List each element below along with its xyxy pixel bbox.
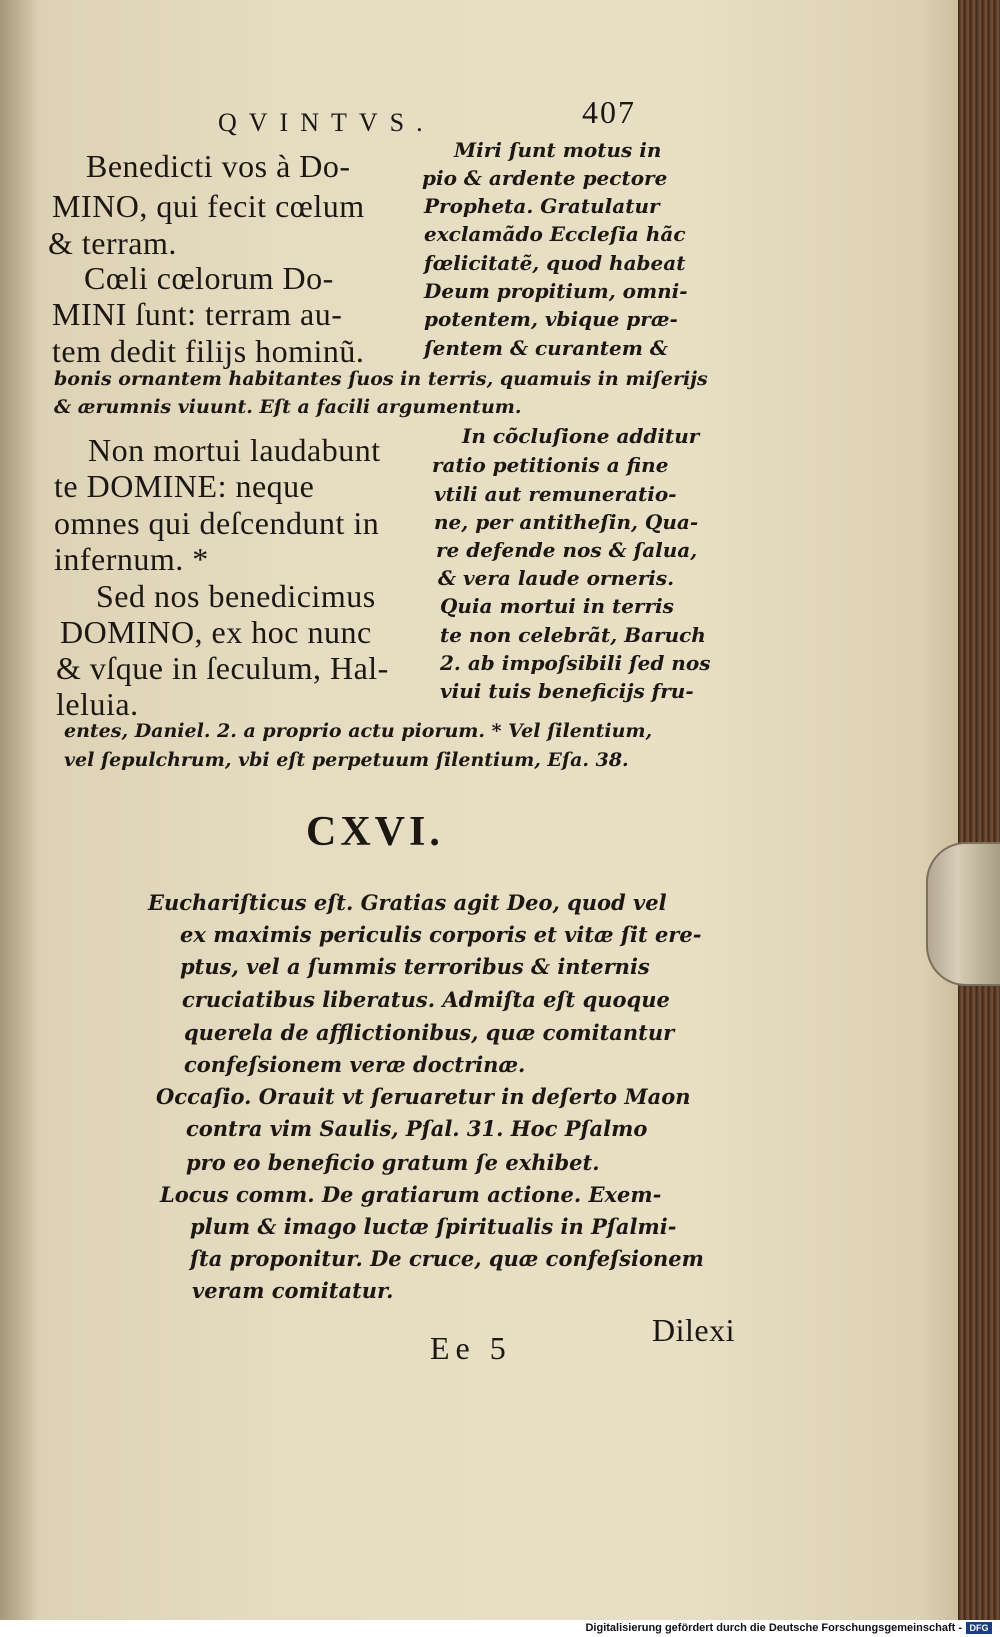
main-text-line: & vſque in ſeculum, Hal- xyxy=(56,650,389,686)
commentary-line: te non celebrãt, Baruch xyxy=(440,623,706,647)
argument-line: confeſsionem veræ doctrinæ. xyxy=(184,1052,526,1077)
page-number: 407 xyxy=(582,94,636,130)
dfg-logo: DFG xyxy=(966,1622,992,1634)
argument-line: plum & imago luctæ ſpiritualis in Pſalmi- xyxy=(190,1214,677,1239)
commentary-line: vtili aut remuneratio- xyxy=(434,482,677,506)
commentary-line: potentem, vbique præ- xyxy=(424,307,678,331)
argument-line: veram comitatur. xyxy=(192,1278,394,1303)
main-text-line: & terram. xyxy=(48,225,177,261)
book-fore-edge xyxy=(958,0,1000,1620)
main-text-line: DOMINO, ex hoc nunc xyxy=(60,614,372,650)
main-text-line: infernum. * xyxy=(54,541,209,577)
commentary-line: pio & ardente pectore xyxy=(422,166,668,190)
commentary-line: bonis ornantem habitantes ſuos in terris, quamuis in miſerijs xyxy=(54,368,708,390)
main-text-line: MINI ſunt: terram au- xyxy=(52,296,343,332)
commentary-line: Quia mortui in terris xyxy=(440,594,674,618)
argument-line: pro eo beneficio gratum ſe exhibet. xyxy=(186,1150,600,1175)
main-text-line: tem dedit filijs hominũ. xyxy=(52,333,365,369)
commentary-line: entes, Daniel. 2. a proprio actu piorum. * Vel ſilentium, xyxy=(64,720,653,742)
argument-line: Locus comm. De gratiarum actione. Exem- xyxy=(160,1182,662,1207)
argument-line: cruciatibus liberatus. Admiſta eſt quoque xyxy=(182,987,670,1012)
argument-line: querela de afflictionibus, quæ comitantur xyxy=(184,1020,675,1045)
main-text-line: Cœli cœlorum Do- xyxy=(84,260,334,296)
commentary-line: In cõcluſione additur xyxy=(462,424,700,448)
argument-line: Euchariſticus eſt. Gratias agit Deo, quod vel xyxy=(148,890,667,915)
commentary-line: & vera laude orneris. xyxy=(438,566,675,590)
gutter-shadow xyxy=(0,0,40,1620)
catchword: Dilexi xyxy=(652,1312,735,1348)
signature-mark: Ee 5 xyxy=(430,1330,512,1366)
commentary-line: re defende nos & ſalua, xyxy=(436,538,698,562)
main-text-line: leluia. xyxy=(56,686,139,722)
commentary-line: ratio petitionis a fine xyxy=(432,453,669,477)
main-text-line: Sed nos benedicimus xyxy=(96,578,376,614)
main-text-line: te DOMINE: neque xyxy=(54,468,315,504)
commentary-line: viui tuis beneficijs fru- xyxy=(440,679,694,703)
argument-line: contra vim Saulis, Pſal. 31. Hoc Pſalmo xyxy=(186,1116,648,1141)
commentary-line: Miri ſunt motus in xyxy=(454,138,662,162)
commentary-line: ne, per antitheſin, Qua- xyxy=(434,510,699,534)
psalm-number-heading: CXVI. xyxy=(306,809,444,855)
commentary-line: & ærumnis viuunt. Eſt a facili argumentum. xyxy=(54,396,522,418)
commentary-line: Propheta. Gratulatur xyxy=(424,194,660,218)
argument-line: Occaſio. Orauit vt ſeruaretur in deſerto Maon xyxy=(156,1084,691,1109)
argument-line: ex maximis periculis corporis et vitæ ſit ere- xyxy=(180,922,702,947)
commentary-line: fœlicitatẽ, quod habeat xyxy=(424,251,686,275)
argument-line: ptus, vel a ſummis terroribus & internis xyxy=(180,954,650,979)
main-text-line: omnes qui deſcendunt in xyxy=(54,505,380,541)
commentary-line: Deum propitium, omni- xyxy=(424,279,688,303)
commentary-line: vel ſepulchrum, vbi eſt perpetuum ſilentium, Eſa. 38. xyxy=(64,749,629,771)
commentary-line: ſentem & curantem & xyxy=(424,336,668,360)
main-text-line: Non mortui laudabunt xyxy=(88,432,381,468)
book-clasp xyxy=(926,842,1000,986)
main-text-line: Benedicti vos à Do- xyxy=(86,148,351,184)
main-text-line: MINO, qui fecit cœlum xyxy=(52,188,365,224)
argument-line: ſta proponitur. De cruce, quæ confeſsionem xyxy=(190,1246,704,1271)
commentary-line: 2. ab impoſsibili ſed nos xyxy=(440,651,711,675)
funding-credit: Digitalisierung gefördert durch die Deutsche Forschungsgemeinschaft - xyxy=(585,1622,962,1634)
running-title: QVINTVS. xyxy=(218,108,435,137)
commentary-line: exclamãdo Eccleſia hãc xyxy=(424,222,686,246)
